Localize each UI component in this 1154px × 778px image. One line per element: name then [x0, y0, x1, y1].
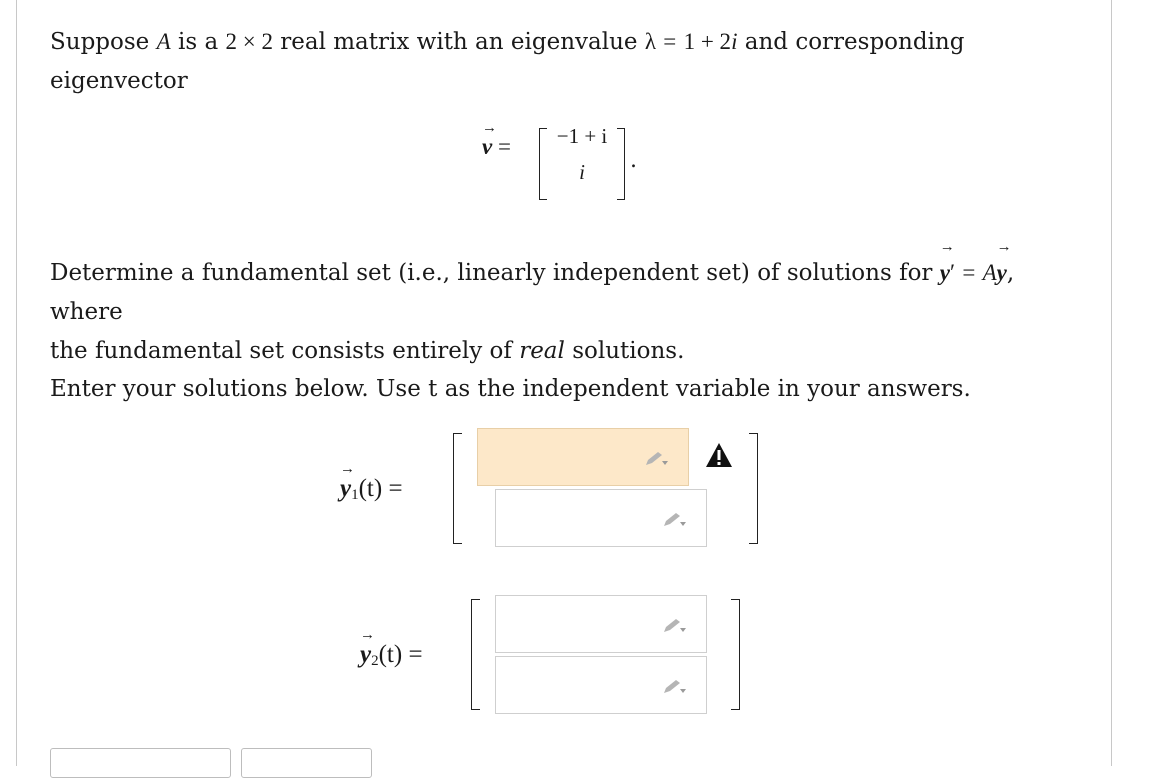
pencil-icon[interactable]	[662, 617, 688, 635]
eigenvector-period: .	[630, 148, 637, 173]
y2-label: → $y_2(t)$ =	[360, 627, 423, 669]
eigenvector-bracket-right	[617, 128, 625, 200]
question-text: Suppose A is a 2 × 2 real matrix with an eigenvalue λ = 1 + 2i and corresponding eigenvector	[50, 29, 965, 94]
instruction-text: Enter your solutions below. Use t as the independent variable in your answers.	[50, 376, 971, 402]
eigenvector-entry-2: i	[579, 160, 585, 184]
y1-component-1-input[interactable]	[477, 428, 689, 486]
y2-bracket-left	[471, 599, 480, 710]
y2-bracket-right	[731, 599, 740, 710]
y1-bracket-right	[749, 433, 758, 544]
y1-bracket-left	[453, 433, 462, 544]
secondary-button[interactable]	[241, 748, 372, 778]
pencil-icon[interactable]	[662, 678, 688, 696]
y2-component-2-input[interactable]	[495, 656, 707, 714]
eigenvector-bracket-left	[539, 128, 547, 200]
y2-component-1-input[interactable]	[495, 595, 707, 653]
warning-triangle-icon	[704, 441, 734, 469]
eigenvector-entry-1: −1 + i	[556, 124, 608, 148]
y1-label: → $y_1(t)$ =	[340, 461, 403, 503]
y1-component-2-input[interactable]	[495, 489, 707, 547]
task-text: Determine a fundamental set (i.e., linearly independent set) of solutions for → y′ = A → y, where the fundamental set consists entirely of real solutions.	[50, 239, 1015, 364]
pencil-icon[interactable]	[662, 511, 688, 529]
submit-button[interactable]	[50, 748, 231, 778]
pencil-icon[interactable]	[644, 450, 670, 468]
eigenvector-label: → v =	[482, 120, 511, 159]
